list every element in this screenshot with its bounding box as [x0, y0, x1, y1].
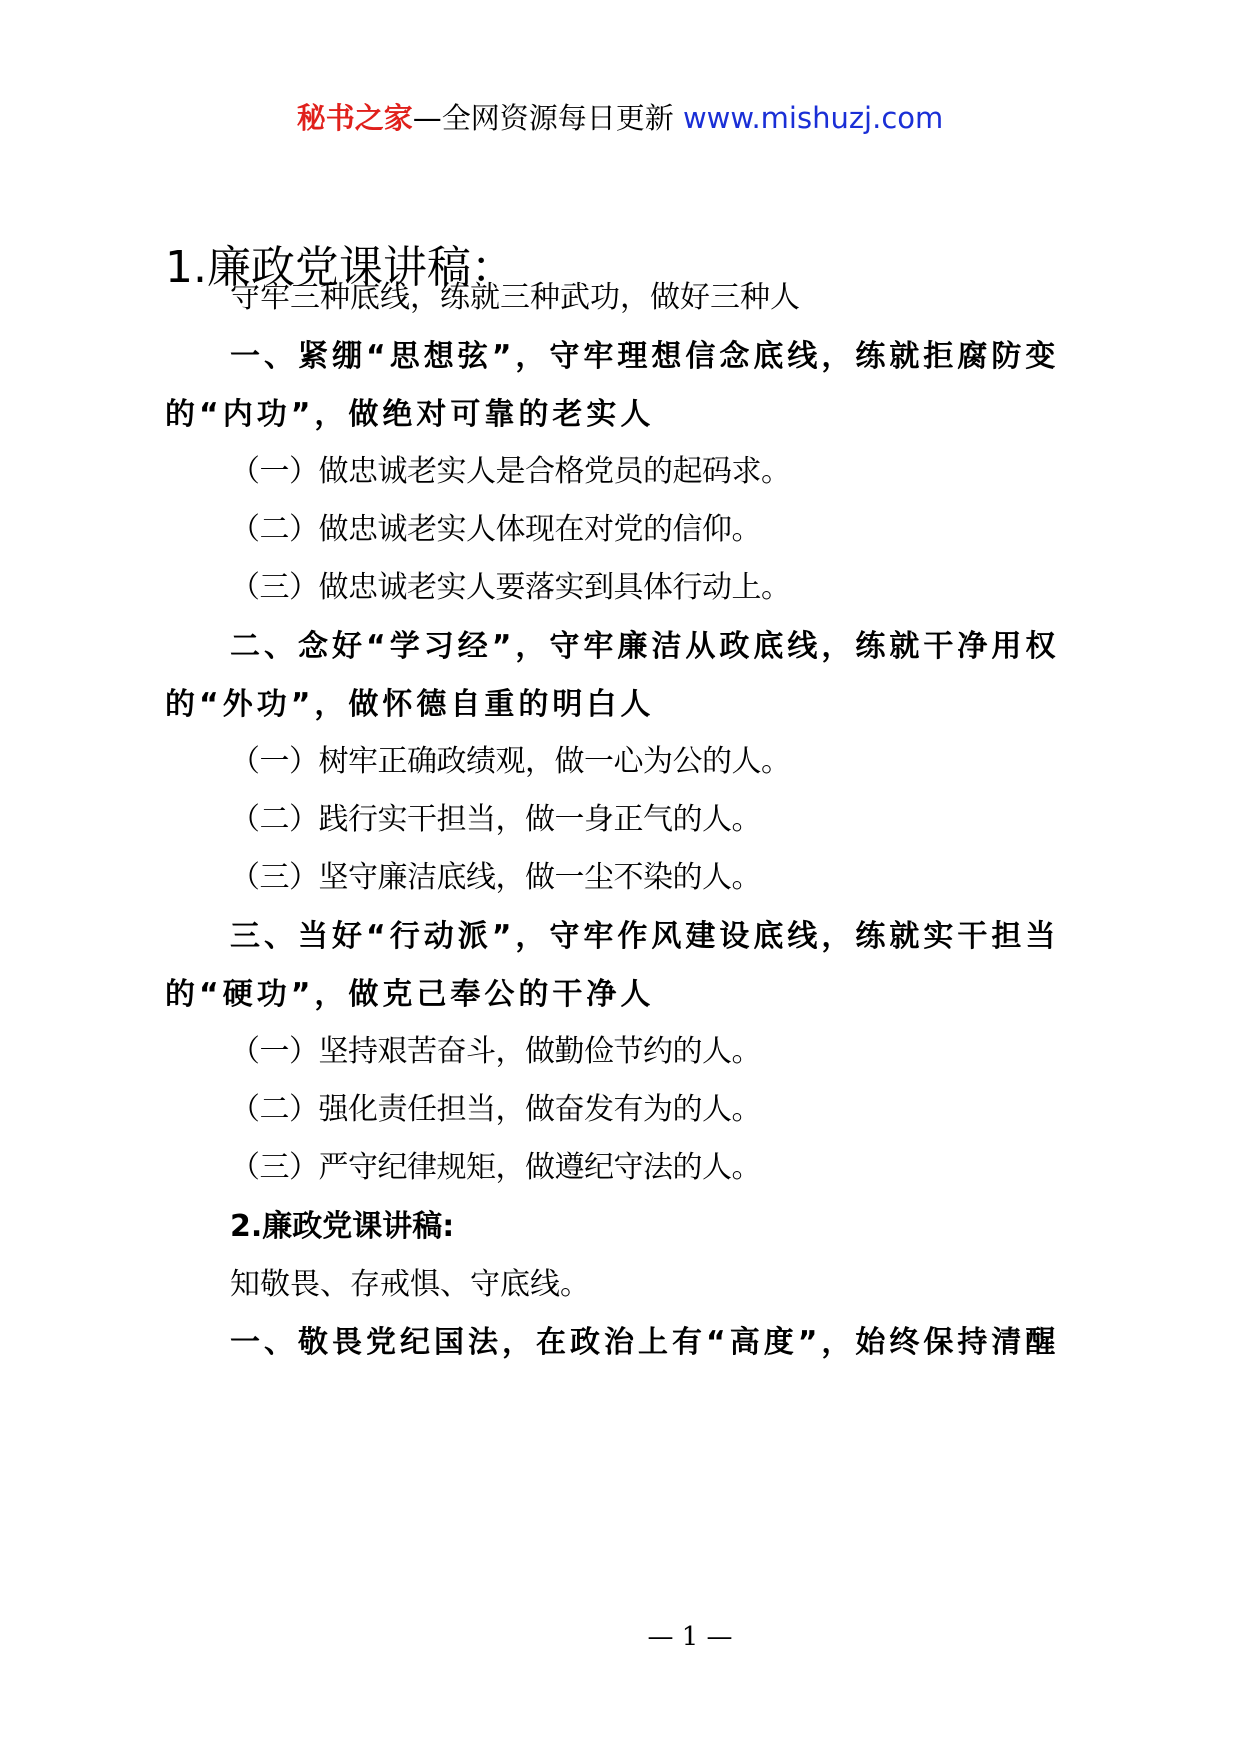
- section-heading-3: 三、当好“行动派”，守牢作风建设底线，练就实干担当: [230, 919, 1060, 954]
- section-heading-4: 一、敬畏党纪国法，在政治上有“高度”，始终保持清醒: [230, 1325, 1060, 1360]
- header-url[interactable]: www.mishuzj.com: [682, 101, 944, 135]
- section-heading-1: 一、紧绷“思想弦”，守牢理想信念底线，练就拒腐防变: [230, 339, 1060, 374]
- list-item: （二）践行实干担当，做一身正气的人。: [230, 802, 761, 837]
- site-header: [0, 98, 1240, 138]
- second-subtitle: 知敬畏、存戒惧、守底线。: [230, 1267, 590, 1302]
- list-item: （一）做忠诚老实人是合格党员的起码求。: [230, 454, 791, 489]
- list-item: （三）坚守廉洁底线，做一尘不染的人。: [230, 860, 761, 895]
- section-heading-1-cont: 的“内功”，做绝对可靠的老实人: [165, 397, 655, 432]
- subtitle: 守牢三种底线，练就三种武功，做好三种人: [230, 280, 800, 315]
- list-item: （三）做忠诚老实人要落实到具体行动上。: [230, 570, 791, 605]
- section-heading-2: 二、念好“学习经”，守牢廉洁从政底线，练就干净用权: [230, 629, 1060, 664]
- list-item: （三）严守纪律规矩，做遵纪守法的人。: [230, 1150, 761, 1185]
- header-tagline: —全网资源每日更新: [412, 101, 683, 135]
- section-heading-3-cont: 的“硬功”，做克己奉公的干净人: [165, 977, 655, 1012]
- brand-name: 秘书之家: [296, 101, 413, 135]
- list-item: （一）树牢正确政绩观，做一心为公的人。: [230, 744, 791, 779]
- second-title: 2.廉政党课讲稿:: [230, 1209, 455, 1244]
- document-title: 1.廉政党课讲稿：: [165, 242, 515, 293]
- page-number: — 1 —: [647, 1622, 733, 1652]
- list-item: （二）做忠诚老实人体现在对党的信仰。: [230, 512, 761, 547]
- list-item: （一）坚持艰苦奋斗，做勤俭节约的人。: [230, 1034, 761, 1069]
- list-item: （二）强化责任担当，做奋发有为的人。: [230, 1092, 761, 1127]
- section-heading-2-cont: 的“外功”，做怀德自重的明白人: [165, 687, 655, 722]
